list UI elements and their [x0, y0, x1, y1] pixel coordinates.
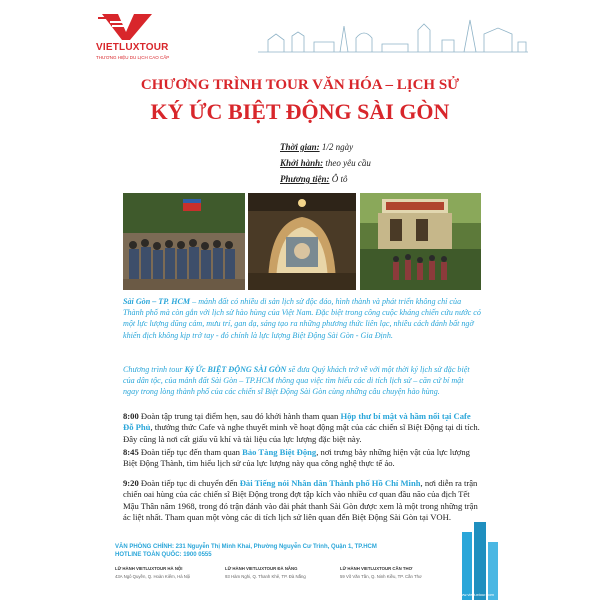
branch-danang [225, 566, 306, 579]
intro-tour-name: Ký Ức BIỆT ĐỘNG SÀI GÒN [184, 365, 287, 374]
branch-address: 59 Võ Văn Tần, Q. Ninh Kiều, TP. Cần Thơ [340, 574, 422, 579]
city-skyline-icon [258, 14, 528, 54]
itinerary-text: Đoàn tiếp tục đến tham quan [138, 447, 243, 457]
brand-name: VIETLUXTOUR [96, 42, 169, 53]
photo-museum [248, 193, 356, 290]
meta-departure-value: theo yêu cầu [325, 158, 371, 168]
itinerary-highlight: Bảo Tàng Biệt Động [242, 447, 317, 457]
tour-title: KÝ ỨC BIỆT ĐỘNG SÀI GÒN [150, 99, 450, 124]
itinerary-item [123, 447, 481, 470]
secret-base-icon [360, 193, 481, 290]
itinerary-time: 8:00 [123, 411, 139, 421]
itinerary-highlight: Đài Tiếng nói Nhân dân Thành phố Hồ Chí Minh [239, 478, 421, 488]
meta-duration-value: 1/2 ngày [321, 142, 354, 152]
branch-name: LỮ HÀNH VIETLUXTOUR CẦN THƠ [340, 566, 413, 571]
brand-logo [96, 12, 206, 60]
photo-group [123, 193, 245, 290]
photo-secret-base [360, 193, 481, 290]
branch-address: 93 Hàm Nghi, Q. Thanh Khê, TP. Đà Nẵng [225, 574, 306, 579]
meta-departure-label: Khởi hành: [280, 158, 324, 168]
branch-cantho [340, 566, 422, 579]
website-link[interactable]: www.vietluxtour.com [457, 592, 494, 597]
branch-hanoi [115, 566, 190, 579]
main-office: VĂN PHÒNG CHÍNH: 231 Nguyễn Thị Minh Khai, Phường Nguyễn Cư Trinh, Quận 1, TP.HCM [115, 544, 377, 550]
itinerary-text: , thưởng thức Cafe và nghe thuyết minh về hoạt động mật của các chiến sĩ Biệt Động tại di tích. Đây cũng là nơi cất giấu vũ khí và tài liệu của lực lượng đặc biệt này. [123, 422, 480, 444]
itinerary-item [123, 411, 481, 445]
intro-lead: Sài Gòn – TP. HCM [123, 297, 191, 306]
itinerary-text: Đoàn tiếp tục di chuyển đến [138, 478, 240, 488]
intro-pre-2: Chương trình tour [123, 365, 185, 374]
hotline: HOTLINE TOÀN QUỐC: 1900 0555 [115, 552, 212, 558]
meta-duration-label: Thời gian: [280, 142, 320, 152]
footer [100, 536, 500, 600]
meta-transport-value: Ô tô [331, 174, 348, 184]
group-photo-icon [123, 193, 245, 290]
brand-tagline: THƯƠNG HIỆU DU LỊCH CAO CẤP [96, 55, 170, 60]
tour-subtitle: CHƯƠNG TRÌNH TOUR VĂN HÓA – LỊCH SỬ [140, 77, 460, 93]
intro-paragraph-1 [123, 296, 481, 341]
logo-mark-icon [96, 12, 156, 42]
itinerary-text: , nơi diễn ra trận chiến oai hùng của các chiến sĩ Biệt Động trong đợt tập kích vào nhiều cơ quan đầu não của địch Tết Mậu Thân năm 1968, trong đó trận đánh vào đài phát thanh Sài Gòn được xem là một trong những trận ác liệt nhất. Tham quan một vòng các di tích lịch sử liên quan đến Biệt Động Sài Gòn tại VOH. [123, 478, 478, 522]
itinerary-time: 9:20 [123, 478, 139, 488]
meta-transport-label: Phương tiện: [280, 174, 330, 184]
museum-interior-icon [248, 193, 356, 290]
intro-text-2: sẽ đưa Quý khách trở về với một thời ký lịch sử đặc biệt của dân tộc, của mảnh đất Sài Gòn – TP.HCM thông qua việc tìm hiểu các di tích lịch sử – căn cứ bí mật ngay trong lòng thành phố của các chiến sĩ Biệt Động Sài Gòn cùng những câu chuyện hào hùng. [123, 365, 470, 397]
branch-address: 43A Ngô Quyền, Q. Hoàn Kiếm, Hà Nội [115, 574, 191, 579]
itinerary-text: , nơi trưng bày những hiện vật của lực lượng Biệt Động Thành, tìm hiểu lịch sử của lực lượng này qua công nghệ thực tế ảo. [123, 447, 470, 469]
intro-text-1: – mảnh đất có nhiều di sản lịch sử độc đáo, hình thành và phát triển không chỉ của Thành phố mà còn gắn với lịch sử hào hùng của Việt Nam. Đặc biệt trong công cuộc kháng chiến cứu nước có một lực lượng dũng cảm, mưu trí, gan dạ, sáng tạo ra những phương thức liên lạc, nhiều cách đánh bất ngờ khiến địch không kịp trở tay - đó chính là lực lượng Biệt Động Sài Gòn - Gia Định. [123, 297, 481, 340]
meta-transport [280, 174, 347, 184]
footer-building-icon [458, 516, 500, 600]
itinerary-highlight: Hộp thư bí mật và hầm nổi tại Cafe Đỗ Phủ [123, 411, 471, 433]
meta-duration [280, 142, 353, 152]
branch-name: LỮ HÀNH VIETLUXTOUR HÀ NỘI [115, 566, 183, 571]
meta-departure [280, 158, 371, 168]
itinerary-text: Đoàn tập trung tại điểm hẹn, sau đó khởi hành tham quan [138, 411, 341, 421]
branch-name: LỮ HÀNH VIETLUXTOUR ĐÀ NẴNG [225, 566, 298, 571]
intro-paragraph-2 [123, 364, 481, 398]
itinerary-time: 8:45 [123, 447, 139, 457]
itinerary-item [123, 478, 481, 523]
